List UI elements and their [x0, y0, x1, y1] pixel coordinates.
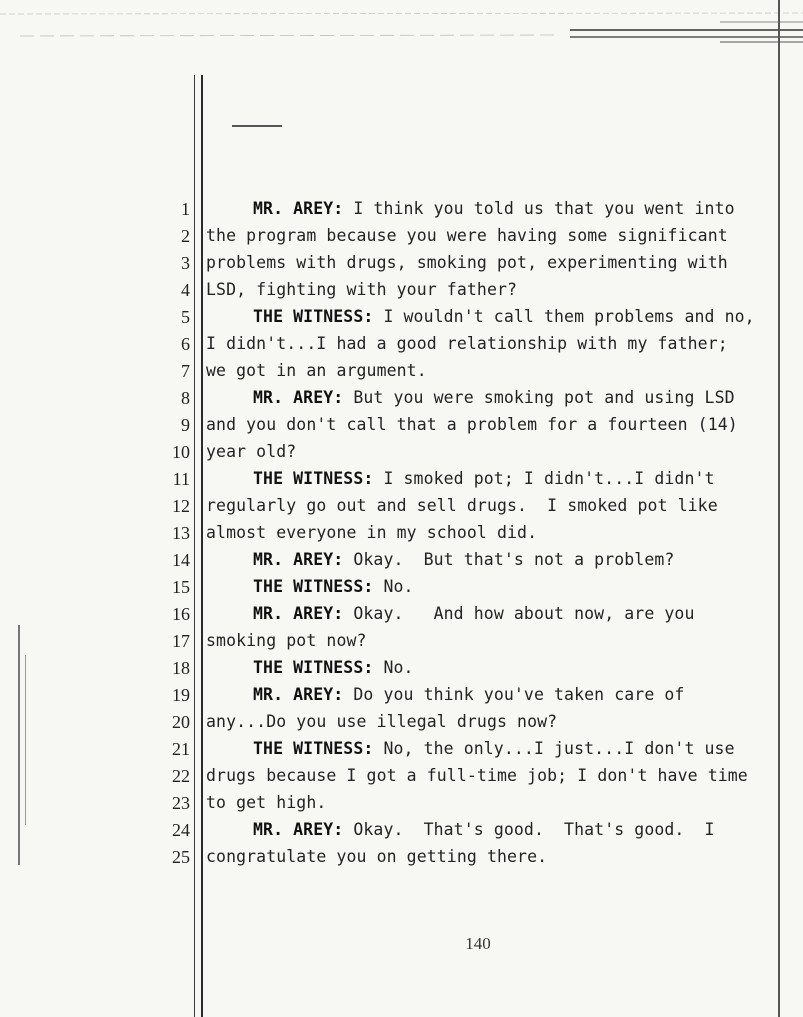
line-text	[206, 251, 776, 275]
line-text	[206, 521, 776, 545]
transcript-line	[0, 251, 803, 275]
transcript-line	[0, 710, 803, 734]
speaker-label: THE WITNESS:	[253, 469, 374, 488]
line-number: 6	[181, 334, 190, 354]
transcript-line	[0, 332, 803, 356]
spoken-text: drugs because I got a full-time job; I don't have time	[206, 766, 748, 785]
line-text	[206, 845, 776, 869]
spoken-text: we got in an argument.	[206, 361, 427, 380]
line-number: 4	[181, 280, 190, 300]
line-text	[253, 305, 803, 329]
spoken-text: to get high.	[206, 793, 327, 812]
transcript-line	[0, 359, 803, 383]
speaker-label: MR. AREY:	[253, 604, 344, 623]
speaker-label: MR. AREY:	[253, 820, 344, 839]
spoken-text: But you were smoking pot and using LSD	[343, 388, 735, 407]
transcript-line	[0, 440, 803, 464]
transcript-line	[0, 602, 803, 626]
speaker-label: THE WITNESS:	[253, 658, 374, 677]
transcript-line	[0, 575, 803, 599]
spoken-text: I think you told us that you went into	[343, 199, 735, 218]
spoken-text: I wouldn't call them problems and no,	[373, 307, 755, 326]
line-number: 25	[172, 847, 190, 867]
line-text	[206, 764, 776, 788]
line-text	[253, 197, 803, 221]
transcript-line	[0, 305, 803, 329]
page-number: 140	[465, 934, 491, 953]
line-number: 23	[172, 793, 190, 813]
spoken-text: Do you think you've taken care of	[343, 685, 685, 704]
line-number: 14	[172, 550, 190, 570]
spoken-text: Okay. But that's not a problem?	[343, 550, 675, 569]
spoken-text: regularly go out and sell drugs. I smoked pot like	[206, 496, 718, 515]
line-number: 7	[181, 361, 190, 381]
spoken-text: No.	[373, 658, 414, 677]
transcript-line	[0, 818, 803, 842]
line-text	[253, 818, 803, 842]
transcript-line	[0, 845, 803, 869]
line-number: 10	[172, 442, 190, 462]
line-number: 11	[172, 469, 190, 489]
line-text	[253, 386, 803, 410]
line-text	[253, 467, 803, 491]
transcript-line	[0, 467, 803, 491]
line-number: 15	[172, 577, 190, 597]
line-text	[206, 440, 776, 464]
transcript-line	[0, 764, 803, 788]
spoken-text: Okay. And how about now, are you	[343, 604, 695, 623]
line-number: 3	[181, 253, 190, 273]
line-text	[253, 683, 803, 707]
spoken-text: smoking pot now?	[206, 631, 367, 650]
spoken-text: any...Do you use illegal drugs now?	[206, 712, 558, 731]
speaker-label: MR. AREY:	[253, 388, 344, 407]
spoken-text: congratulate you on getting there.	[206, 847, 548, 866]
speaker-label: MR. AREY:	[253, 685, 344, 704]
line-number: 20	[172, 712, 190, 732]
line-number: 16	[172, 604, 190, 624]
line-number: 17	[172, 631, 190, 651]
transcript-line	[0, 521, 803, 545]
line-text	[253, 656, 803, 680]
speaker-label: THE WITNESS:	[253, 739, 374, 758]
transcript-line	[0, 197, 803, 221]
transcript-line	[0, 629, 803, 653]
line-text	[253, 602, 803, 626]
spoken-text: and you don't call that a problem for a fourteen (14)	[206, 415, 738, 434]
line-text	[206, 629, 776, 653]
speaker-label: THE WITNESS:	[253, 307, 374, 326]
line-number: 24	[172, 820, 190, 840]
speaker-label: MR. AREY:	[253, 199, 344, 218]
transcript-line	[0, 656, 803, 680]
line-number: 22	[172, 766, 190, 786]
line-number: 1	[181, 199, 190, 219]
line-number: 13	[172, 523, 190, 543]
transcript-line	[0, 791, 803, 815]
transcript-line	[0, 737, 803, 761]
transcript-line	[0, 224, 803, 248]
line-number: 8	[181, 388, 190, 408]
transcript-line	[0, 494, 803, 518]
spoken-text: No, the only...I just...I don't use	[373, 739, 735, 758]
transcript-line	[0, 413, 803, 437]
transcript-line	[0, 386, 803, 410]
line-text	[206, 332, 776, 356]
spoken-text: LSD, fighting with your father?	[206, 280, 518, 299]
spoken-text: Okay. That's good. That's good. I	[343, 820, 715, 839]
line-number: 5	[181, 307, 190, 327]
speaker-label: MR. AREY:	[253, 550, 344, 569]
line-text	[253, 737, 803, 761]
line-text	[206, 413, 776, 437]
speaker-label: THE WITNESS:	[253, 577, 374, 596]
spoken-text: year old?	[206, 442, 297, 461]
line-number: 2	[181, 226, 190, 246]
spoken-text: the program because you were having some significant	[206, 226, 728, 245]
transcript-line	[0, 683, 803, 707]
line-number: 9	[181, 415, 190, 435]
line-text	[206, 278, 776, 302]
line-text	[206, 359, 776, 383]
transcript-line	[0, 548, 803, 572]
spoken-text: almost everyone in my school did.	[206, 523, 538, 542]
line-text	[206, 494, 776, 518]
spoken-text: problems with drugs, smoking pot, experimenting with	[206, 253, 728, 272]
line-number: 19	[172, 685, 190, 705]
spoken-text: I smoked pot; I didn't...I didn't	[373, 469, 715, 488]
line-text	[206, 791, 776, 815]
spoken-text: I didn't...I had a good relationship with my father;	[206, 334, 728, 353]
line-number: 18	[172, 658, 190, 678]
line-text	[206, 710, 776, 734]
line-text	[253, 548, 803, 572]
spoken-text: No.	[373, 577, 414, 596]
transcript-line	[0, 278, 803, 302]
line-number: 12	[172, 496, 190, 516]
line-text	[253, 575, 803, 599]
line-number: 21	[172, 739, 190, 759]
line-text	[206, 224, 776, 248]
